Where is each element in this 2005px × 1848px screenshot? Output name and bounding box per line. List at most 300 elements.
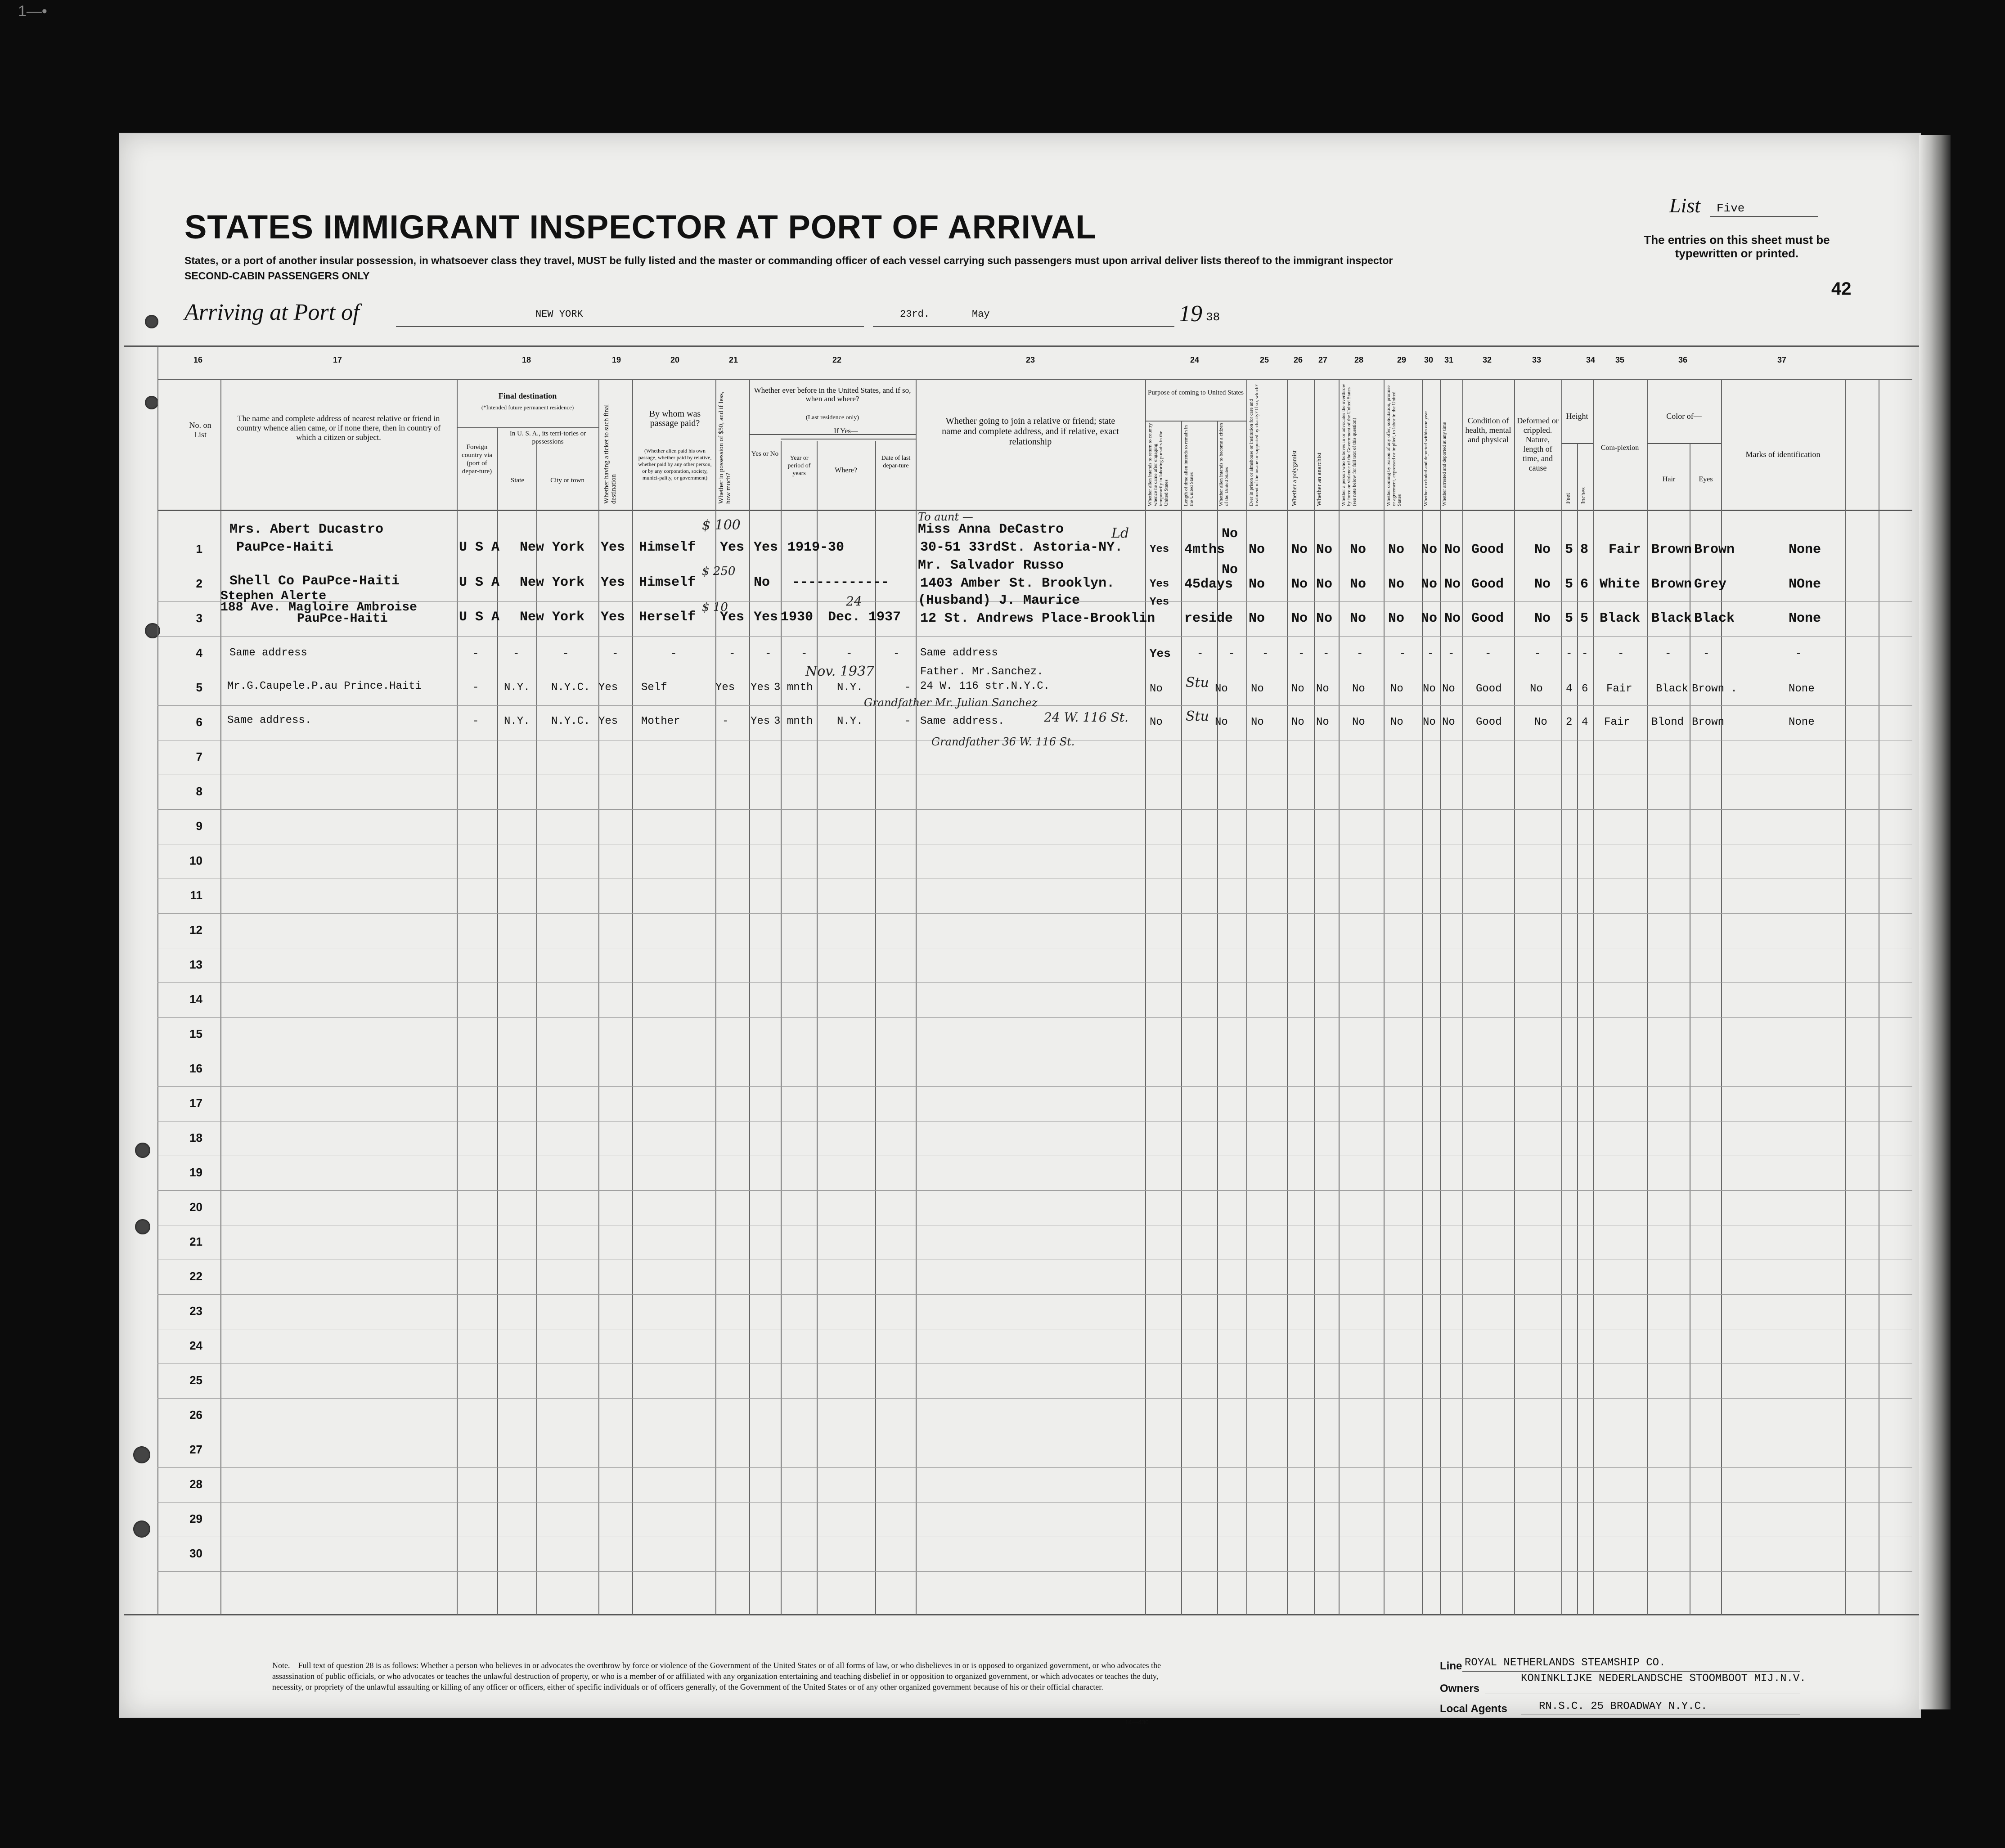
entry-q29: No xyxy=(1388,611,1405,626)
entry-marks: None xyxy=(1789,542,1821,557)
entry-join: 12 St. Andrews Place-Brooklin xyxy=(920,611,1155,626)
entry-feet: 5 xyxy=(1565,611,1573,626)
hdr-foreign-country: Foreign country via (port of depar-ture) xyxy=(462,444,492,475)
entry-relative: Stephen Alerte xyxy=(220,589,327,603)
entry-country: U S A xyxy=(459,575,500,590)
entry-feet: 4 xyxy=(1566,683,1573,695)
col-line xyxy=(1514,379,1515,1615)
entry-relative: Mr.G.Caupele.P.au Prince.Haiti xyxy=(227,680,422,692)
entry-citizen: No xyxy=(1222,526,1238,542)
port-value: NEW YORK xyxy=(535,309,583,320)
arriving-label: Arriving at Port of xyxy=(184,300,360,325)
hdr-last-residence: (Last residence only) xyxy=(805,414,859,421)
row-number: 21 xyxy=(189,1235,202,1248)
hdr-q30: Whether excluded and deported within one year xyxy=(1423,411,1429,506)
entry-eyes: Brown xyxy=(1692,716,1725,728)
hand-annotation: 24 xyxy=(846,594,862,609)
row-number: 8 xyxy=(196,785,202,798)
col-line xyxy=(497,427,498,1615)
entry-ticket: Yes xyxy=(601,610,625,625)
entry-q28: No xyxy=(1350,577,1367,592)
entry-ticket: Yes xyxy=(601,575,625,590)
entry-country: U S A xyxy=(459,610,500,625)
entry-polygamist: No xyxy=(1291,716,1304,728)
punch-hole xyxy=(133,1446,150,1463)
hdr-purpose-a: Whether alien intends to return to country whence he came after engaging temporarily in laboring pursuits in the United States xyxy=(1147,423,1169,506)
hdr-nearest-relative: The name and complete address of nearest relative or friend in country whence alien came, or if none there, then in country of which a citizen or subject. xyxy=(236,414,441,442)
line-label: Line xyxy=(1440,1660,1462,1672)
entry-complexion: Fair xyxy=(1604,716,1630,728)
row-line xyxy=(157,1502,1912,1503)
class-note: SECOND-CABIN PASSENGERS ONLY xyxy=(184,270,370,282)
col-line xyxy=(1181,421,1182,1615)
entry-join: Mr. Salvador Russo xyxy=(918,558,1064,573)
entry-paid: Self xyxy=(641,682,667,694)
entry-dash: - xyxy=(1795,648,1802,660)
entry-deformed: No xyxy=(1530,683,1543,695)
hdr-color-of: Color of— xyxy=(1666,412,1702,421)
row-number: 22 xyxy=(189,1269,202,1283)
entry-dash: - xyxy=(612,648,619,660)
row-line xyxy=(157,1398,1912,1399)
entry-prison: No xyxy=(1251,716,1264,728)
entry-anarchist: No xyxy=(1316,683,1329,695)
entry-country: - xyxy=(472,682,479,694)
entry-state: N.Y. xyxy=(504,682,530,694)
row-number: 10 xyxy=(189,854,202,867)
col-line xyxy=(1246,379,1247,1615)
entry-inches: 8 xyxy=(1580,542,1589,557)
row-number: 25 xyxy=(189,1373,202,1387)
entry-q31: No xyxy=(1442,716,1455,728)
punch-hole xyxy=(145,315,158,328)
entry-q28: No xyxy=(1352,716,1365,728)
hand-annotation: $ 100 xyxy=(702,517,741,533)
row-number: 2 xyxy=(196,577,202,590)
entry-q29: No xyxy=(1388,542,1405,557)
entry-inches: 4 xyxy=(1582,716,1588,728)
col-line xyxy=(1462,379,1463,1615)
entry-anarchist: No xyxy=(1316,716,1329,728)
row-line xyxy=(157,1571,1912,1572)
row-number: 26 xyxy=(189,1408,202,1422)
hdr-inches: Inches xyxy=(1580,487,1587,504)
date-underline xyxy=(873,326,1174,327)
hdr-anarchist: Whether an anarchist xyxy=(1316,453,1323,506)
entry-complexion: Fair xyxy=(1609,542,1641,557)
subheader-line xyxy=(1561,443,1593,444)
entry-departure: - xyxy=(904,715,911,727)
entry-q29: No xyxy=(1390,716,1403,728)
list-label: List xyxy=(1669,194,1701,217)
hdr-yes-or-no: Yes or No xyxy=(751,450,779,458)
entry-hair: Black xyxy=(1656,683,1689,695)
row-number: 1 xyxy=(196,542,202,556)
row-line xyxy=(157,1294,1912,1295)
row-line xyxy=(157,1467,1912,1468)
entry-city: N.Y.C. xyxy=(551,682,590,694)
col-line xyxy=(1721,379,1722,1615)
hdr-city: City or town xyxy=(550,477,584,484)
col-number: 26 xyxy=(1294,355,1303,364)
page-edge xyxy=(1919,135,1951,1709)
entry-join: 30-51 33rdSt. Astoria-NY. xyxy=(920,540,1123,555)
row-number: 3 xyxy=(196,611,202,625)
entry-hair: Brown xyxy=(1651,577,1692,592)
entry-eyes: Black xyxy=(1694,611,1735,626)
entry-dash: - xyxy=(846,648,853,660)
col-number: 35 xyxy=(1615,355,1625,364)
entry-years: 3 mnth xyxy=(774,715,813,727)
entry-eyes: Grey xyxy=(1694,577,1727,592)
footer-note: Note.—Full text of question 28 is as follows: Whether a person who believes in or advocates the overthrow by force or violence of the Government of the United States or of all forms of law, or who disbelieves in or is opposed to organized government, or who advocates the assassination of public officials, or who advocates or teaches the unlawful destruction of property, or who is a member of or affiliated with any organization entertaining and teaching disbelief in or opposition to organized government, or which advocates or teaches the duty, necessity, or propriety of the unlawful assaulting or killing of any officer or officers, either of specific individuals or of officers generally, of the Government of the United States or of any other organized government because of his or their official character. xyxy=(272,1661,1161,1691)
entry-relative: PauPce-Haiti xyxy=(236,540,334,555)
entry-dash: - xyxy=(1534,648,1541,660)
header-bottom-line xyxy=(157,510,1912,511)
entry-feet: 2 xyxy=(1566,716,1573,728)
entry-before: Yes xyxy=(751,715,770,727)
entry-q29: No xyxy=(1390,683,1403,695)
entry-relative: Same address xyxy=(229,647,307,659)
entry-q29: No xyxy=(1388,577,1405,592)
entry-state: New York xyxy=(520,610,585,625)
entry-complexion: White xyxy=(1600,577,1641,592)
punch-hole xyxy=(145,396,158,409)
entry-deformed: No xyxy=(1534,577,1551,592)
entry-eyes: Brown xyxy=(1694,542,1735,557)
col-line xyxy=(1440,379,1441,1615)
table-top-line xyxy=(124,345,1919,347)
entry-state: N.Y. xyxy=(504,715,530,727)
entry-paid: Himself xyxy=(639,575,696,590)
entry-years: 1930 xyxy=(781,610,814,625)
entry-purpose: Yes xyxy=(1150,578,1169,590)
row-number: 14 xyxy=(189,992,202,1006)
entry-marks: NOne xyxy=(1789,577,1821,592)
punch-hole xyxy=(133,1521,150,1538)
row-number: 12 xyxy=(189,923,202,937)
entry-marks: None xyxy=(1789,611,1821,626)
col-line xyxy=(817,441,818,1615)
list-value: Five xyxy=(1717,202,1745,215)
col-line xyxy=(1339,379,1340,1615)
col-line xyxy=(1217,421,1218,1615)
entry-inches: 5 xyxy=(1580,611,1589,626)
hdr-q29: Whether coming by reason of any offer, solicitation, promise or agreement, expressed or implied, to labor in the United States xyxy=(1386,385,1402,506)
entry-prison: No xyxy=(1249,542,1265,557)
entry-dash: - xyxy=(1427,648,1434,660)
row-number: 4 xyxy=(196,646,202,659)
entry-prison: No xyxy=(1251,683,1264,695)
subheader-line xyxy=(781,439,916,440)
col-number: 32 xyxy=(1483,355,1492,364)
row-line xyxy=(157,809,1912,810)
entry-eyes: Brown . xyxy=(1692,683,1737,695)
row-number: 18 xyxy=(189,1131,202,1144)
manifest-sheet xyxy=(119,133,1921,1718)
row-number: 13 xyxy=(189,958,202,971)
entry-dash: - xyxy=(765,648,772,660)
hand-annotation: Grandfather Mr. Julian Sanchez xyxy=(864,696,1038,709)
col-number: 22 xyxy=(832,355,842,364)
entry-money: - xyxy=(722,715,729,727)
entry-q31: No xyxy=(1444,577,1461,592)
agents-label: Local Agents xyxy=(1440,1703,1507,1715)
hdr-passage-note: (Whether alien paid his own passage, whether paid by relative, whether paid by any other person, or by any corporation, society, munici-pality, or government) xyxy=(638,448,712,481)
entry-years: 1919-30 xyxy=(787,540,845,555)
entry-years: 3 mnth xyxy=(774,682,813,694)
entry-q30: No xyxy=(1423,716,1436,728)
entry-q30: No xyxy=(1421,542,1438,557)
hdr-purpose-b: Length of time alien intends to remain in the United States xyxy=(1183,425,1194,506)
col-number: 21 xyxy=(729,355,738,364)
entry-money: Yes xyxy=(715,682,735,694)
form-number: 14—430 xyxy=(1125,1718,1149,1726)
col-line xyxy=(916,379,917,1615)
hdr-feet: Feet xyxy=(1565,493,1572,504)
entry-length: 45days xyxy=(1184,577,1233,592)
row-line xyxy=(157,1017,1912,1018)
arrival-day: 23rd. xyxy=(900,309,930,320)
col-line xyxy=(598,379,599,1615)
entry-dash: - xyxy=(893,648,900,660)
hdr-if-yes: If Yes— xyxy=(834,427,858,435)
entry-dash: - xyxy=(1197,648,1204,660)
entry-dash: - xyxy=(472,648,479,660)
punch-hole xyxy=(135,1143,150,1158)
col-line xyxy=(1577,443,1578,1615)
entry-paid: Herself xyxy=(639,610,696,625)
entry-dash: - xyxy=(513,648,520,660)
entry-join: Father. Mr.Sanchez. xyxy=(920,666,1043,678)
row-line xyxy=(157,1086,1912,1087)
entry-dash: - xyxy=(670,648,677,660)
hand-annotation: Grandfather 36 W. 116 St. xyxy=(931,736,1075,748)
hand-annotation: 24 W. 116 St. xyxy=(1044,710,1128,725)
entry-city: N.Y.C. xyxy=(551,715,590,727)
hdr-before-in-us: Whether ever before in the United States, and if so, when and where? xyxy=(754,386,911,403)
row-line xyxy=(157,913,1912,914)
entry-feet: 5 xyxy=(1565,542,1573,557)
hdr-final-destination-note: (*Intended future permanent residence) xyxy=(481,404,574,411)
entry-anarchist: No xyxy=(1316,611,1333,626)
hdr-marks: Marks of identification xyxy=(1745,450,1821,459)
col-line xyxy=(1384,379,1385,1615)
hand-annotation: Stu xyxy=(1186,675,1209,691)
row-number: 29 xyxy=(189,1512,202,1525)
entry-departure: Dec. 1937 xyxy=(828,610,901,625)
entry-join: 1403 Amber St. Brooklyn. xyxy=(920,576,1115,591)
col-line xyxy=(1422,379,1423,1615)
entry-state: New York xyxy=(520,575,585,590)
entry-citizen: No xyxy=(1222,562,1238,578)
entry-health: Good xyxy=(1471,611,1504,626)
hdr-deformed: Deformed or crippled. Nature, length of time, and cause xyxy=(1517,416,1559,472)
entry-join: (Husband) J. Maurice xyxy=(918,593,1080,608)
entry-where: N.Y. xyxy=(837,715,863,727)
entry-ticket: Yes xyxy=(598,682,618,694)
entry-polygamist: No xyxy=(1291,577,1308,592)
col-number: 20 xyxy=(670,355,680,364)
line-value: ROYAL NETHERLANDS STEAMSHIP CO. xyxy=(1465,1657,1666,1669)
entry-hair: Black xyxy=(1651,611,1692,626)
table-bottom-line xyxy=(124,1614,1919,1615)
entry-join: Same address xyxy=(920,647,998,659)
row-line xyxy=(157,1190,1912,1191)
col-line xyxy=(1647,379,1648,1615)
hdr-date-departure: Date of last depar-ture xyxy=(881,455,911,469)
entry-departure: - xyxy=(904,682,911,694)
row-number: 23 xyxy=(189,1304,202,1318)
row-number: 28 xyxy=(189,1477,202,1491)
entry-before: Yes xyxy=(754,540,778,555)
col-line xyxy=(1287,379,1288,1615)
row-number: 19 xyxy=(189,1166,202,1179)
entry-citizen: No xyxy=(1215,683,1228,695)
entry-before: Yes xyxy=(751,682,770,694)
entry-hair: Brown xyxy=(1651,542,1692,557)
entry-money: Yes xyxy=(720,610,745,625)
hdr-joining-relative: Whether going to join a relative or friend; state name and complete address, and if relative, exact relationship xyxy=(942,416,1119,447)
agents-value: RN.S.C. 25 BROADWAY N.Y.C. xyxy=(1539,1700,1708,1713)
entry-q31: No xyxy=(1444,542,1461,557)
entry-country: - xyxy=(472,715,479,727)
entry-deformed: No xyxy=(1534,542,1551,557)
hdr-purpose: Purpose of coming to United States xyxy=(1148,389,1244,396)
col-number: 25 xyxy=(1260,355,1269,364)
row-number: 7 xyxy=(196,750,202,763)
hdr-height: Height xyxy=(1566,412,1588,421)
col-number: 18 xyxy=(522,355,531,364)
entry-relative: Same address. xyxy=(227,714,312,727)
entry-length: reside xyxy=(1184,611,1233,626)
col-number: 33 xyxy=(1532,355,1542,364)
entry-money: Yes xyxy=(720,540,745,555)
entry-purpose: Yes xyxy=(1150,543,1169,556)
entry-dash: - xyxy=(1399,648,1406,660)
col-number: 27 xyxy=(1318,355,1328,364)
row-number: 16 xyxy=(189,1062,202,1075)
year-suffix: 38 xyxy=(1206,310,1220,324)
entry-join: 24 W. 116 str.N.Y.C. xyxy=(920,680,1050,692)
entry-dash: - xyxy=(1618,648,1624,660)
row-number: 24 xyxy=(189,1339,202,1352)
entry-dash: - xyxy=(1262,648,1269,660)
entry-health: Good xyxy=(1476,716,1502,728)
entry-hair: Blond xyxy=(1651,716,1684,728)
col-number: 34 xyxy=(1586,355,1596,364)
row-line xyxy=(157,636,1912,637)
entry-dash: - xyxy=(1448,648,1455,660)
hdr-prison: Ever in prison or almshouse or institution for care and treatment of the insane or supported by charity? If so, which? xyxy=(1249,384,1259,506)
entry-complexion: Fair xyxy=(1606,683,1632,695)
row-number: 11 xyxy=(190,888,202,902)
entry-polygamist: No xyxy=(1291,542,1308,557)
entry-health: Good xyxy=(1476,683,1502,695)
entry-dash: - xyxy=(1485,648,1492,660)
entry-marks: None xyxy=(1789,716,1815,728)
entry-polygamist: No xyxy=(1291,683,1304,695)
entry-dash: ------------ xyxy=(792,575,890,590)
entry-deformed: No xyxy=(1534,716,1547,728)
entry-marks: None xyxy=(1789,683,1815,695)
entry-relative: Shell Co PauPce-Haiti xyxy=(229,574,400,589)
entry-q30: No xyxy=(1421,611,1438,626)
hand-annotation: To aunt — xyxy=(918,511,973,523)
entry-dash: - xyxy=(1357,648,1363,660)
entry-relative: Mrs. Abert Ducastro xyxy=(229,522,384,537)
subheader-line xyxy=(457,427,598,428)
col-line xyxy=(1314,379,1315,1615)
entry-purpose: No xyxy=(1150,716,1163,728)
hand-annotation: $ 10 xyxy=(702,601,728,614)
entry-relative: PauPce-Haiti xyxy=(297,612,388,626)
page-title: STATES IMMIGRANT INSPECTOR AT PORT OF ARRIVAL xyxy=(184,208,1097,246)
entry-purpose: No xyxy=(1150,683,1163,695)
entry-dash: - xyxy=(1703,648,1710,660)
hdr-final-destination: Final destination xyxy=(498,391,557,400)
hdr-no-on-list: No. on List xyxy=(189,421,211,439)
row-number: 15 xyxy=(189,1027,202,1041)
entry-health: Good xyxy=(1471,542,1504,557)
port-underline xyxy=(396,326,864,327)
col-line xyxy=(220,379,221,1615)
col-line xyxy=(1145,379,1146,1615)
hdr-where: Where? xyxy=(835,466,857,474)
sheet-note: The entries on this sheet must be typewritten or printed. xyxy=(1644,233,1830,260)
col-line xyxy=(1593,379,1594,1615)
col-number: 31 xyxy=(1444,355,1454,364)
row-number: 9 xyxy=(196,819,202,833)
row-number: 17 xyxy=(189,1096,202,1110)
entry-health: Good xyxy=(1471,577,1504,592)
entry-join: Miss Anna DeCastro xyxy=(918,522,1064,537)
entry-inches: 6 xyxy=(1582,683,1588,695)
row-line xyxy=(157,982,1912,983)
entry-citizen: No xyxy=(1215,716,1228,728)
row-number: 30 xyxy=(189,1547,202,1560)
col-number: 16 xyxy=(193,355,203,364)
entry-before: Yes xyxy=(754,610,778,625)
list-underline xyxy=(1710,216,1818,217)
entry-dash: - xyxy=(801,648,808,660)
arrival-month: May xyxy=(972,309,990,320)
entry-q28: No xyxy=(1352,683,1365,695)
entry-before: No xyxy=(754,575,770,590)
hdr-complexion: Com-plexion xyxy=(1600,444,1639,452)
entry-ticket: Yes xyxy=(601,540,625,555)
row-number: 27 xyxy=(189,1443,202,1456)
entry-prison: No xyxy=(1249,577,1265,592)
entry-length: 4mths xyxy=(1184,542,1225,557)
entry-anarchist: No xyxy=(1316,577,1333,592)
hdr-q31: Whether arrested and deported at any time xyxy=(1442,422,1447,506)
page-subtitle: States, or a port of another insular possession, in whatsoever class they travel, MUST be fully listed and the master or commanding officer of each vessel carrying such passengers must upon arrival deliver lists thereof to the immigrant inspector xyxy=(184,255,1393,266)
col-line xyxy=(457,379,458,1615)
hdr-possession-50: Whether in possession of $50, and if less, how much? xyxy=(718,391,732,504)
entry-purpose: Yes xyxy=(1150,596,1169,608)
entry-polygamist: No xyxy=(1291,611,1308,626)
film-mark: 1—• xyxy=(18,3,47,20)
hdr-state: State xyxy=(511,477,524,484)
entry-dash: - xyxy=(1323,648,1330,660)
col-line xyxy=(157,346,158,1615)
entry-deformed: No xyxy=(1534,611,1551,626)
entry-where: N.Y. xyxy=(837,682,863,694)
col-number: 17 xyxy=(333,355,342,364)
hand-annotation: Nov. 1937 xyxy=(805,664,875,679)
entry-complexion: Black xyxy=(1600,611,1641,626)
